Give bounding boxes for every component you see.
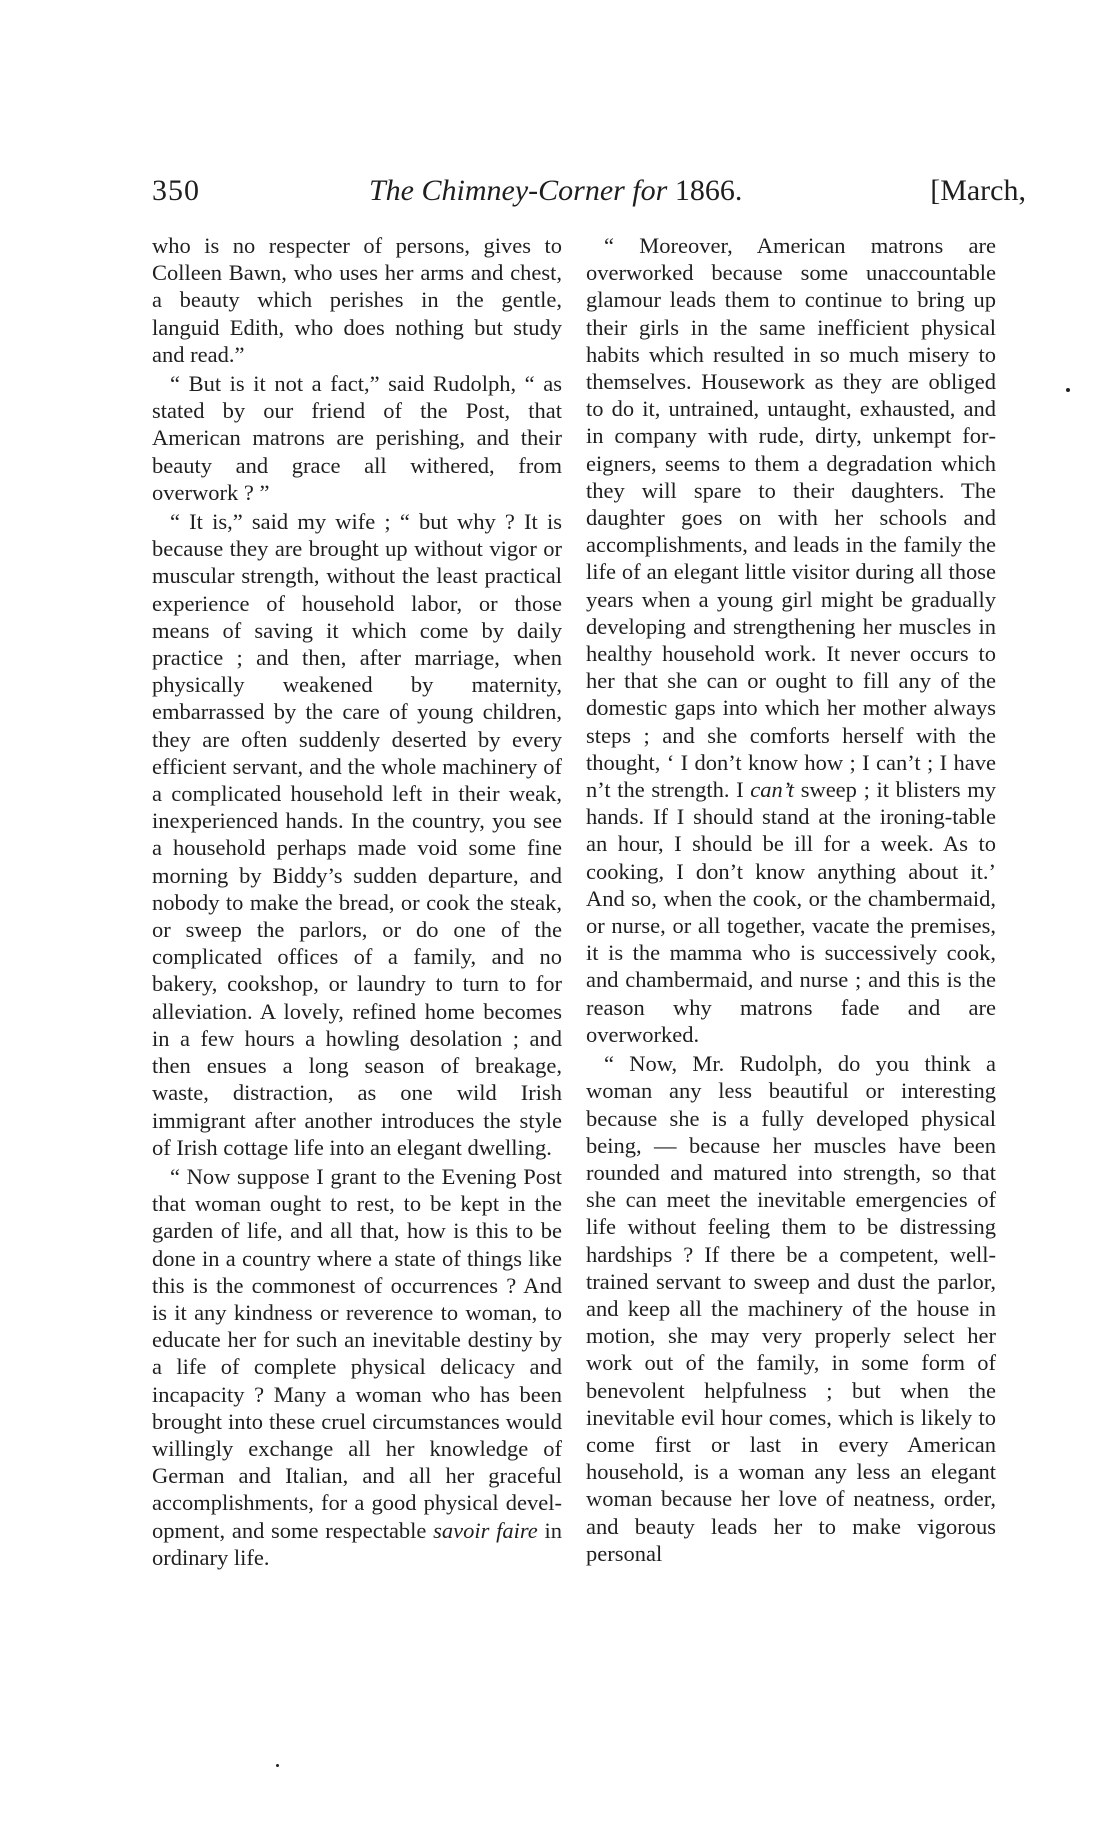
ink-speck: [1066, 388, 1070, 392]
left-paragraph-1: who is no respecter of persons, gives to Colleen Bawn, who uses her arms and chest, a beauty which perishes in the gentle, languid Edith, who does nothing but study and read.”: [152, 233, 562, 367]
right-paragraph-2: “ Now, Mr. Rudolph, do you think a woman any less beautiful or interesting because she is a fully developed physical being, — because her muscles have been rounded and matured into strength, so that she can meet the inevitable emergencies of life without feeling them to be distressing hardships ? If there be a competent, well-trained servant to sweep and dust the parlor, and keep all the machinery of the house in motion, she may very properly select her work out of the family, in some form of benevolent helpfulness ; but when the inevitable evil hour comes, which is likely to come first or last in every American household, is a woman any less an elegant woman because her love of neatness, order, and beauty leads her to make vigorous personal: [586, 1051, 996, 1566]
page-header: [152, 168, 1026, 214]
right-paragraph-1: [586, 232, 996, 1048]
left-paragraph-2: “ But is it not a fact,” said Rudolph, “ as stated by our friend of the Post, that American matrons are perishing, and their beauty and grace all withered, from overwork ? ”: [152, 371, 562, 505]
left-column: [152, 232, 562, 1573]
month-label: [March,: [930, 174, 1026, 207]
running-title-year: 1866.: [674, 174, 743, 207]
page-number: 350: [152, 174, 200, 207]
running-title-text: The Chimney-Corner for: [369, 174, 668, 207]
left-paragraph-4-italic: savoir faire: [433, 1517, 538, 1543]
left-paragraph-4-start: “ Now suppose I grant to the Evening Post that woman ought to rest, to be kept in the garden of life, and all that, how is this to be done in a country where a state of things like this is the commonest of occurrences ? And is it any kindness or reverence to woman, to educate her for such an inevitable destiny by a life of complete physical delicacy and incapacity ? Many a woman who has been brought into these cruel circumstances would willingly exchange all her knowledge of German and Italian, and all her graceful accomplishments, for a good physical development, and some respectable: [152, 1163, 562, 1543]
left-paragraph-3: “ It is,” said my wife ; “ but why ? It is because they are brought up without vigor or muscular strength, without the least practical experience of household labor, or those means of saving it which come by daily practice ; and then, after marriage, when physically weakened by maternity, embarrassed by the care of young children, they are often suddenly deserted by every efficient servant, and the whole machinery of a complicated household left in their weak, inexperienced hands. In the country, you see a household perhaps made void some fine morning by Biddy’s sudden departure, and nobody to make the bread, or cook the steak, or sweep the parlors, or do one of the complicated offices of a family, and no bakery, cookshop, or laundry to turn to for alleviation. A lovely, refined home becomes in a few hours a howling desolation ; and then ensues a long season of breakage, waste, distraction, as one wild Irish immigrant after another introduces the style of Irish cottage life into an elegant dwelling.: [152, 509, 562, 1160]
running-title: [369, 168, 742, 214]
right-paragraph-1-end: sweep ; it blisters my hands. If I should stand at the ironing-table an hour, I should be ill for a week. As to cooking, I don’t know anything about it.’ And so, when the cook, or the chambermaid, or nurse, or all together, vacate the premises, it is the mamma who is successively cook, and chambermaid, and nurse ; and this is the reason why matrons fade and are overworked.: [586, 777, 997, 1047]
right-paragraph-1-start: “ Moreover, American matrons are overworked because some unaccountable glamour leads them to continue to bring up their girls in the same inefficient physical habits which resulted in so much misery to themselves. Housework as they are obliged to do it, untrained, untaught, exhausted, and in company with rude, dirty, unkempt foreigners, seems to them a degradation which they will spare to their daughters. The daughter goes on with her schools and accomplishments, and leads in the family the life of an elegant little visitor during all those years when a young girl might be gradually developing and strengthening her muscles in healthy household work. It never occurs to her that she can or ought to fill any of the domestic gaps into which her mother always steps ; and she comforts herself with the thought, ‘ I don’t know how ; I can’t ; I have n’t the strength. I: [586, 233, 996, 803]
left-paragraph-4-end: in ordinary life.: [152, 1517, 562, 1570]
left-paragraph-4: [152, 1163, 562, 1571]
right-column: [586, 232, 996, 1569]
right-paragraph-1-italic: can’t: [750, 777, 795, 803]
ink-speck: [276, 1764, 279, 1767]
